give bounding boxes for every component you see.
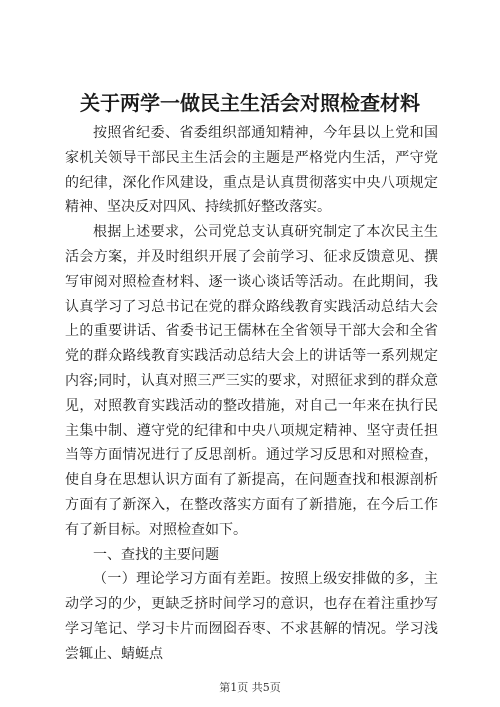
paragraph-intro: 按照省纪委、省委组织部通知精神，今年县以上党和国家机关领导干部民主生活会的主题是严格党内生活，严守党的纪律，深化作风建设，重点是认真贯彻落实中央八项规定精神、坚决反对四风、持续抓好整改落实。 [65, 125, 438, 216]
document-title: 关于两学一做民主生活会对照检查材料 [80, 91, 420, 115]
paragraph-background: 根据上述要求，公司党总支认真研究制定了本次民主生活会方案，并及时组织开展了会前学习、征求反馈意见、撰写审阅对照检查材料、逐一谈心谈话等活动。在此期间，我认真学习了习总书记在党的群众路线教育实践活动总结大会上的重要讲话、省委书记王儒林在全省领导干部大会和全省党的群众路线教育实践活动总结大会上的讲话等一系列规定内容;同时，认真对照三严三实的要求，对照征求到的群众意见，对照教育实践活动的整改措施，对自己一年来在执行民主集中制、遵守党的纪律和中央八项规定精神、坚守责任担当等方面情况进行了反思剖析。通过学习反思和对照检查，使自身在思想认识方面有了新提高，在问题查找和根源剖析方面有了新深入，在整改落实方面有了新措施，在今后工作有了新目标。对照检查如下。 [65, 224, 438, 538]
page-footer: 第1页 共5页 [219, 681, 281, 694]
section-heading: 一、查找的主要问题 [93, 546, 219, 563]
document-body [65, 121, 438, 667]
paragraph-theory-study: （一）理论学习方面有差距。按照上级安排做的多，主动学习的少，更缺乏挤时间学习的意识，也存在着注重抄写学习笔记、学习卡片而囫囵吞枣、不求甚解的情况。学习浅尝辄止、蜻蜓点 [65, 571, 438, 662]
